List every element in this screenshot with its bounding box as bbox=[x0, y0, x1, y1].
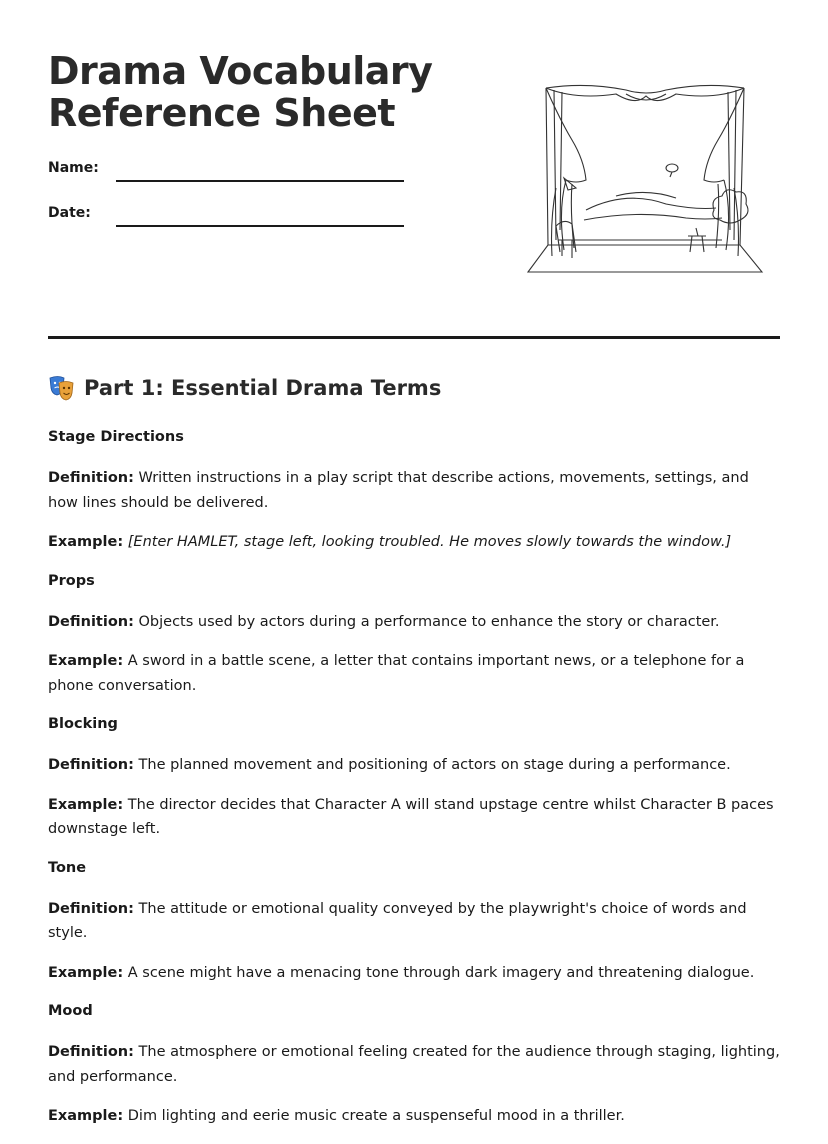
term-example bbox=[48, 530, 780, 555]
term-name: Props bbox=[48, 572, 95, 589]
backdrop-hills bbox=[586, 198, 716, 210]
name-line[interactable] bbox=[116, 180, 404, 182]
name-field[interactable] bbox=[48, 160, 408, 184]
example-text: A scene might have a menacing tone through dark imagery and threatening dialogue. bbox=[127, 964, 755, 981]
example-label: Example: bbox=[48, 964, 124, 981]
term-name: Blocking bbox=[48, 716, 118, 732]
definition-text: The attitude or emotional quality conveyed by the playwright's choice of words and style. bbox=[48, 900, 747, 941]
section-divider bbox=[48, 336, 780, 339]
date-field[interactable] bbox=[48, 205, 408, 229]
term-definition bbox=[48, 897, 780, 946]
definition-label: Definition: bbox=[48, 613, 134, 630]
definition-text: Written instructions in a play script that describe actions, movements, settings, and how lines should be delivered. bbox=[48, 470, 749, 511]
definition-text: The atmosphere or emotional feeling created for the audience through staging, lighting, and performance. bbox=[48, 1044, 780, 1085]
term-entry bbox=[48, 570, 780, 699]
definition-label: Definition: bbox=[48, 900, 134, 917]
term-name: Tone bbox=[48, 859, 87, 876]
example-label: Example: bbox=[48, 534, 124, 550]
worksheet-header bbox=[48, 0, 780, 1124]
title-line-1: Drama Vocabulary bbox=[48, 49, 433, 93]
backdrop-cloud bbox=[666, 164, 678, 177]
term-example bbox=[48, 793, 780, 842]
example-text: The director decides that Character A will stand upstage centre whilst Character B paces downstage left. bbox=[48, 796, 774, 837]
term-example bbox=[48, 1104, 780, 1129]
left-chair bbox=[556, 221, 576, 258]
term-definition bbox=[48, 1040, 780, 1089]
example-label: Example: bbox=[48, 796, 124, 813]
term-entry bbox=[48, 426, 780, 555]
left-curtain bbox=[546, 88, 562, 245]
term-list bbox=[48, 426, 780, 1144]
definition-label: Definition: bbox=[48, 1044, 134, 1060]
theatre-stage-illustration bbox=[526, 80, 766, 276]
example-label: Example: bbox=[48, 653, 124, 669]
section-title bbox=[48, 374, 441, 402]
page-title bbox=[48, 50, 468, 134]
term-definition bbox=[48, 466, 780, 515]
section-title-text: Part 1: Essential Drama Terms bbox=[84, 376, 442, 400]
definition-label: Definition: bbox=[48, 757, 134, 773]
date-label: Date: bbox=[48, 205, 91, 221]
definition-text: The planned movement and positioning of actors on stage during a performance. bbox=[138, 757, 731, 773]
example-text: Dim lighting and eerie music create a suspenseful mood in a thriller. bbox=[127, 1108, 625, 1124]
theatre-masks-icon bbox=[48, 374, 76, 402]
example-text: A sword in a battle scene, a letter that contains important news, or a telephone for a phone conversation. bbox=[48, 653, 745, 694]
name-label: Name: bbox=[48, 160, 99, 176]
term-entry bbox=[48, 857, 780, 986]
term-entry bbox=[48, 713, 780, 842]
date-line[interactable] bbox=[116, 225, 404, 227]
example-label: Example: bbox=[48, 1108, 124, 1124]
title-line-2: Reference Sheet bbox=[48, 91, 396, 135]
worksheet-page bbox=[48, 0, 780, 1124]
term-name: Mood bbox=[48, 1003, 93, 1019]
term-name: Stage Directions bbox=[48, 429, 184, 445]
example-text: [Enter HAMLET, stage left, looking troubled. He moves slowly towards the window.] bbox=[127, 534, 732, 550]
term-definition bbox=[48, 753, 780, 778]
stage-floor bbox=[528, 245, 762, 272]
term-example bbox=[48, 961, 780, 986]
definition-text: Objects used by actors during a performance to enhance the story or character. bbox=[138, 613, 720, 630]
curtain-top bbox=[546, 85, 744, 93]
definition-label: Definition: bbox=[48, 470, 134, 486]
term-example bbox=[48, 649, 780, 698]
term-entry bbox=[48, 1000, 780, 1129]
term-definition bbox=[48, 610, 780, 635]
